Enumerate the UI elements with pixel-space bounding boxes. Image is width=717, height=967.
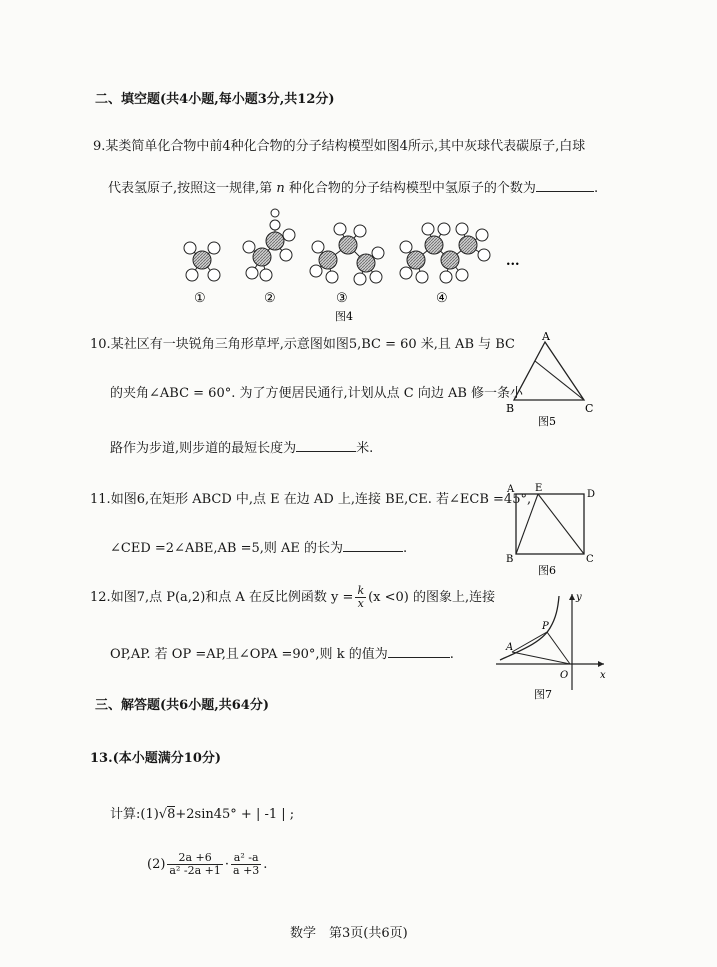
figure-7-axis-x: x	[600, 670, 606, 681]
figure-7-point-p: P	[542, 621, 549, 632]
molecule-4	[400, 223, 490, 283]
question-12-text-2: OP,AP. 若 OP =AP,且∠OPA =90°,则 k 的值为	[110, 647, 388, 662]
question-11-end-mark: .	[403, 541, 408, 556]
question-10-line-2: 的夹角∠ABC = 60°. 为了方便居民通行,计划从点 C 向边 AB 修一条小	[110, 386, 524, 401]
question-13-fraction-1	[167, 852, 222, 877]
question-10-answer-blank[interactable]	[296, 439, 356, 452]
question-12-fraction	[355, 585, 366, 610]
question-10-text-3: 路作为步道,则步道的最短长度为	[110, 441, 297, 456]
question-9-line-1	[93, 135, 585, 154]
fraction-2-numerator: a² -a	[231, 852, 261, 865]
question-9-text-2-end: 种化合物的分子结构模型中氢原子的个数为	[288, 181, 536, 196]
figure-7-point-a: A	[506, 642, 514, 653]
question-11-line-2	[110, 537, 407, 556]
question-9-text-1: 某类简单化合物中前4种化合物的分子结构模型如图4所示,其中灰球代表碳原子,白球	[105, 139, 586, 154]
figure-6-point-b: B	[506, 554, 514, 565]
question-12-fraction-denominator: x	[357, 597, 364, 610]
figure-7-origin-o: O	[560, 670, 569, 681]
fraction-2-denominator: a +3	[233, 864, 260, 877]
question-11-number: 11.	[90, 492, 111, 507]
figure-6-point-d: D	[587, 489, 596, 500]
question-13-end-mark: .	[263, 857, 268, 872]
figure-5-triangle	[500, 330, 610, 430]
question-11-text-2: ∠CED =2∠ABE,AB =5,则 AE 的长为	[110, 541, 344, 556]
question-11-answer-blank[interactable]	[343, 539, 403, 552]
question-10-text-1: 某社区有一块锐角三角形草坪,示意图如图5,BC = 60 米,且 AB 与 BC	[110, 337, 516, 352]
question-12-text-1a: 如图7,点 P(a,2)和点 A 在反比例函数 y =	[110, 590, 354, 605]
question-10-line-3	[110, 437, 373, 456]
question-13-part-1-label: 计算:(1)	[110, 807, 159, 822]
molecule-label-1: ①	[194, 291, 206, 306]
molecule-label-4: ④	[436, 291, 448, 306]
question-12-line-2	[110, 643, 454, 662]
molecule-3	[310, 223, 384, 285]
question-13-fraction-2	[231, 852, 261, 877]
figure-5-point-b: B	[506, 402, 515, 415]
figure-4-caption: 图4	[335, 310, 353, 323]
question-12-text-1b: (x <0) 的图象上,连接	[368, 590, 496, 605]
figure-7-caption: 图7	[534, 688, 552, 701]
section-3-title: 三、解答题(共6小题,共64分)	[95, 698, 269, 713]
figure-6-point-e: E	[535, 483, 543, 494]
figure-5-caption: 图5	[538, 415, 556, 428]
question-10-number: 10.	[90, 337, 111, 352]
figure-5-point-c: C	[585, 402, 594, 415]
sqrt-argument: 8	[167, 807, 176, 822]
fraction-1-numerator: 2a +6	[167, 852, 222, 865]
question-12-answer-blank[interactable]	[388, 645, 450, 658]
multiply-operator: ·	[224, 857, 230, 872]
question-9-answer-blank[interactable]	[536, 179, 594, 192]
molecule-ellipsis: ...	[506, 254, 520, 269]
question-9-line-2	[108, 177, 598, 196]
figure-6-point-a: A	[507, 484, 515, 495]
figure-6-point-c: C	[586, 554, 594, 565]
section-2-title: 二、填空题(共4小题,每小题3分,共12分)	[95, 92, 335, 107]
question-9-variable-n: n	[276, 181, 285, 196]
question-13-part-1	[110, 803, 294, 822]
molecule-2	[243, 209, 295, 281]
page-footer: 数学 第3页(共6页)	[290, 926, 408, 941]
sqrt-expression	[159, 807, 176, 822]
question-12-fraction-numerator: k	[357, 584, 365, 597]
molecule-label-3: ③	[336, 291, 348, 306]
figure-6-rectangle	[500, 478, 610, 578]
question-13-title: 13.(本小题满分10分)	[90, 751, 222, 766]
question-13-part-2	[147, 852, 267, 877]
question-9-number: 9.	[93, 139, 106, 154]
fraction-1-denominator: a² -2a +1	[169, 864, 221, 877]
figure-5-point-a: A	[542, 330, 550, 343]
figure-4-molecule-models	[170, 205, 530, 325]
question-9-text-2: 代表氢原子,按照这一规律,第	[108, 181, 273, 196]
question-12-number: 12.	[90, 590, 111, 605]
question-10-line-1	[90, 333, 515, 352]
question-13-part-1-rest: +2sin45° + | -1 | ;	[175, 807, 295, 822]
question-11-text-1: 如图6,在矩形 ABCD 中,点 E 在边 AD 上,连接 BE,CE. 若∠ECB =45°,	[110, 492, 532, 507]
figure-7-axis-y: y	[576, 592, 582, 603]
figure-6-caption: 图6	[538, 564, 556, 577]
figure-7-graph	[492, 590, 612, 702]
question-12-end-mark: .	[449, 647, 454, 662]
question-11-line-1	[90, 488, 531, 507]
question-13-part-2-label: (2)	[147, 857, 166, 872]
question-9-end-mark: .	[593, 181, 599, 196]
question-12-line-1	[90, 585, 495, 610]
molecule-label-2: ②	[264, 291, 276, 306]
molecule-1	[184, 242, 220, 281]
question-10-unit: 米.	[356, 441, 374, 456]
sqrt-symbol: √	[158, 807, 168, 822]
